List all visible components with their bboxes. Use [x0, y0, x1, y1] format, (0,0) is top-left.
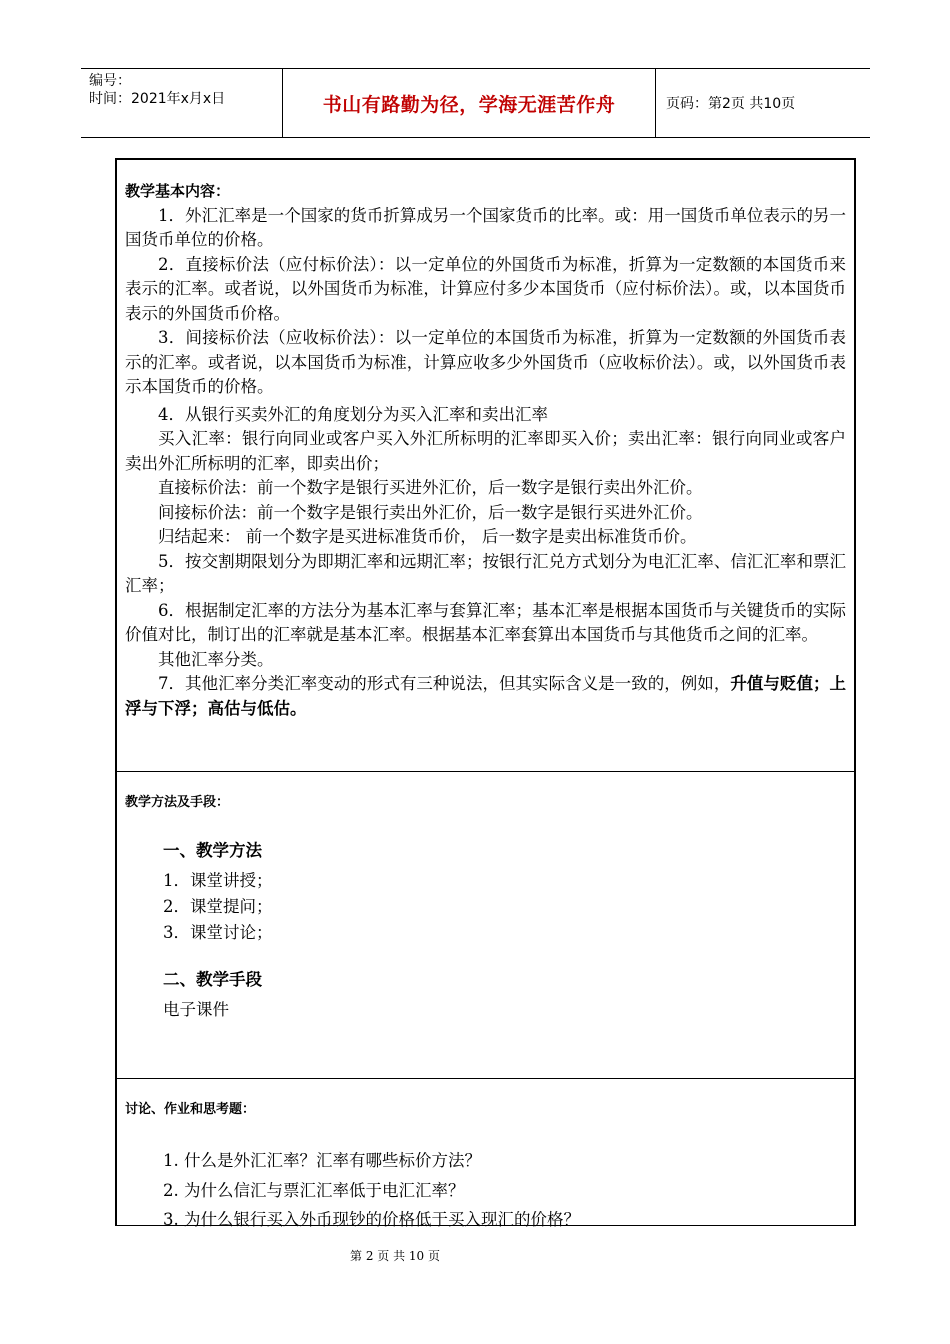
paragraph-9: 5．按交割期限划分为即期汇率和远期汇率；按银行汇兑方式划分为电汇汇率、信汇汇率和票汇汇率；	[125, 551, 846, 595]
page-footer: 第 2 页 共 10 页	[350, 1249, 440, 1263]
date-label: 时间：2021年x月x日	[89, 91, 226, 107]
content-section	[117, 160, 854, 772]
question-item: 3. 为什么银行买入外币现钞的价格低于买入现汇的价格？	[163, 1210, 580, 1229]
methods-heading: 一、教学方法	[163, 841, 262, 860]
paragraph-2: 2．直接标价法（应付标价法）：以一定单位的外国货币为标准，折算为一定数额的本国货币来表示的汇率。或者说，以外国货币为标准，计算应付多少本国货币（应付标价法）。或，以本国货币表示的外国货币价格。	[125, 254, 846, 323]
paragraph-12-bold: 升值与贬值；上浮与下浮；高估与低估。	[125, 674, 847, 718]
method-item: 1．课堂讲授；	[163, 871, 273, 890]
means-item: 电子课件	[163, 1000, 229, 1019]
paragraph-5: 买入汇率：银行向同业或客户买入外汇所标明的汇率即买入价；卖出汇率：银行向同业或客户卖出外汇所标明的汇率，即卖出价；	[125, 429, 846, 473]
page-header	[81, 68, 870, 138]
paragraph-12	[125, 672, 846, 721]
discussion-section	[117, 1078, 854, 1229]
paragraph-7: 间接标价法：前一个数字是银行卖出外汇价，后一数字是银行买进外汇价。	[158, 502, 703, 522]
paragraph-4: 4．从银行买卖外汇的角度划分为买入汇率和卖出汇率	[158, 404, 548, 424]
paragraph-12-text: 7．其他汇率分类汇率变动的形式有三种说法，但其实际含义是一致的，例如，	[158, 674, 731, 693]
method-item: 2．课堂提问；	[163, 897, 273, 916]
number-label: 编号：	[89, 73, 131, 89]
question-item: 1. 什么是外汇汇率？汇率有哪些标价方法？	[163, 1151, 481, 1170]
paragraph-3: 3．间接标价法（应收标价法）：以一定单位的本国货币为标准，折算为一定数额的外国货币表示的汇率。或者说，以本国货币为标准，计算应收多少外国货币（应收标价法）。或，以外国货币表示本国货币的价格。	[125, 328, 846, 396]
paragraph-11: 其他汇率分类。	[158, 649, 274, 669]
paragraph-8: 归结起来： 前一个数字是买进标准货币价， 后一数字是卖出标准货币价。	[158, 527, 697, 546]
methods-label: 教学方法及手段：	[125, 795, 230, 810]
paragraph-10: 6．根据制定汇率的方法分为基本汇率与套算汇率；基本汇率是根据本国货币与关键货币的实际价值对比，制订出的汇率就是基本汇率。根据基本汇率套算出本国货币与其他货币之间的汇率。	[125, 600, 846, 644]
content-title: 教学基本内容：	[125, 182, 231, 200]
header-meta	[81, 69, 283, 137]
methods-section	[117, 771, 854, 1079]
method-item: 3．课堂讨论；	[163, 923, 273, 942]
lesson-table	[115, 158, 856, 1229]
question-item: 2. 为什么信汇与票汇汇率低于电汇汇率？	[163, 1181, 465, 1200]
header-motto: 书山有路勤为径，学海无涯苦作舟	[283, 69, 656, 137]
paragraph-6: 直接标价法：前一个数字是银行买进外汇价，后一数字是银行卖出外汇价。	[158, 478, 703, 497]
means-heading: 二、教学手段	[163, 970, 262, 989]
paragraph-1: 1．外汇汇率是一个国家的货币折算成另一个国家货币的比率。或：用一国货币单位表示的另一国货币单位的价格。	[125, 205, 846, 249]
discussion-label: 讨论、作业和思考题：	[125, 1102, 256, 1117]
header-page-info: 页码：第2页 共10页	[666, 96, 796, 112]
